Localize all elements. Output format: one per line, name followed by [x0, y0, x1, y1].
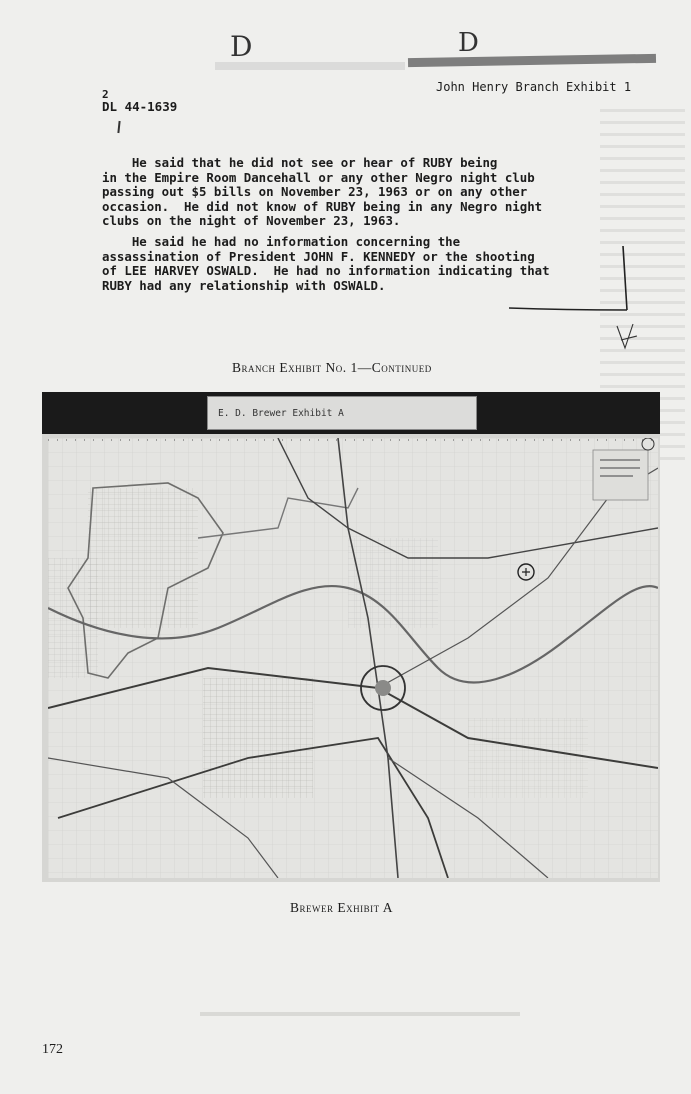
text-line: clubs on the night of November 23, 1963. [102, 213, 401, 228]
bottom-ghost-line [200, 1012, 520, 1016]
exhibit-title: John Henry Branch Exhibit 1 [436, 80, 632, 94]
handwritten-mark-left: D [230, 30, 253, 63]
handwritten-bracket [505, 240, 655, 360]
page-marker: 2 [102, 88, 109, 101]
text-line: He said that he did not see or hear of RUBY being [102, 155, 498, 170]
pencil-tick [117, 121, 120, 133]
text-line: in the Empire Room Dancehall or any other Negro night club [102, 169, 535, 185]
text-line: RUBY had any relationship with OSWALD. [102, 277, 386, 293]
redaction-smudge [408, 54, 656, 67]
paragraph-1 [102, 156, 542, 229]
text-line: occasion. He did not know of RUBY being in any Negro night [102, 198, 543, 214]
text-line: He said he had no information concerning the [102, 234, 461, 249]
text-line: of LEE HARVEY OSWALD. He had no information indicating that [102, 263, 550, 278]
map-drawing [48, 438, 658, 878]
branch-exhibit-caption: Branch Exhibit No. 1—Continued [232, 360, 432, 375]
text-line: assassination of President JOHN F. KENNEDY or the shooting [102, 248, 535, 264]
brewer-exhibit-caption: Brewer Exhibit A [290, 900, 393, 915]
map-label-text: E. D. Brewer Exhibit A [218, 407, 344, 419]
map-exhibit [42, 392, 660, 882]
page-number: 172 [42, 1042, 63, 1057]
bleed-through-ghost-top [215, 62, 405, 70]
map-label-tab [207, 396, 477, 430]
paragraph-2 [102, 235, 550, 293]
text-line: passing out $5 bills on November 23, 1963 or on any other [102, 184, 528, 199]
handwritten-mark-right: D [458, 28, 479, 58]
file-number: DL 44-1639 [102, 99, 178, 114]
map-image [48, 438, 658, 878]
